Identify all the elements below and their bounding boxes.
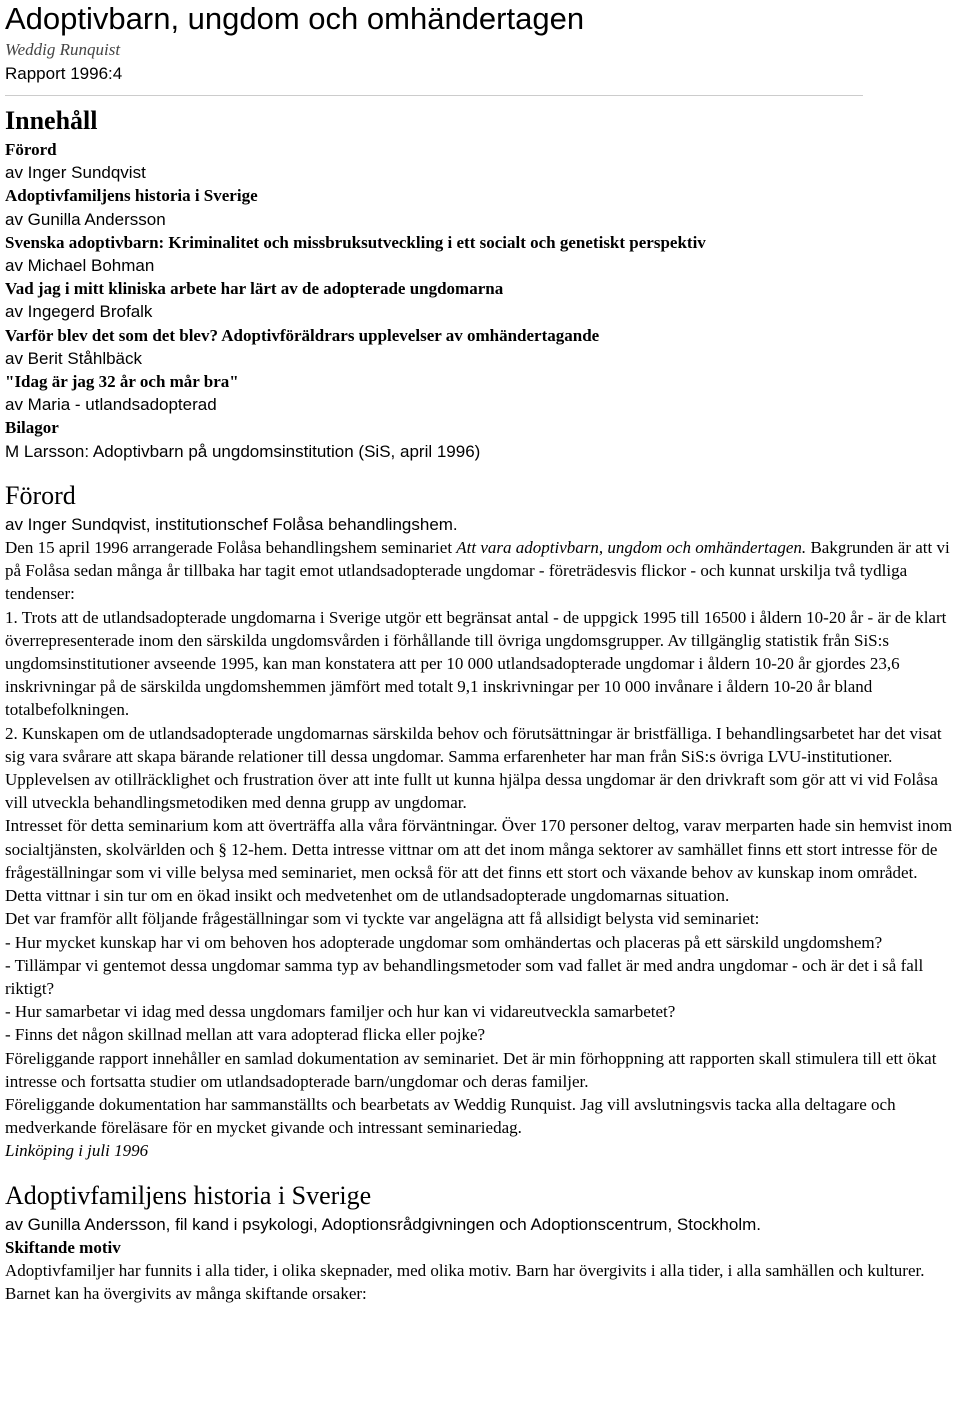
toc-item-author: av Berit Ståhlbäck (5, 348, 143, 368)
question-item: - Finns det någon skillnad mellan att vara adopterad flicka eller pojke? (5, 1025, 486, 1045)
paragraph: Föreliggande dokumentation har sammanställts och bearbetats av Weddig Runquist. Jag vill avslutningsvis tacka alla deltagare och medverkande föreläsare för en mycket givande och intressant seminariedag. (5, 1094, 896, 1138)
toc-item-title[interactable]: "Idag är jag 32 år och mår bra" (5, 372, 239, 392)
paragraph: Föreliggande rapport innehåller en samlad dokumentation av seminariet. Det är min förhoppning att rapporten skall stimulera till ett ökat intresse och fortsatta studier om utlandsadopterade barn/ungdomar och deras familjer. (5, 1048, 937, 1091)
seminar-title: Att vara adoptivbarn, ungdom och omhändertagen. (456, 538, 807, 558)
paragraph: 1. Trots att de utlandsadopterade ungdomarna i Sverige utgör ett begränsat antal - de uppgick 1995 till 16500 i åldern 10-20 år - är de klart överrepresenterade inom den särskilda ungdomsvården i förhållande till övriga ungdomsgrupper. Av tillgänglig statistik från SiS:s ungdomsinstitutioner avseende 1995, kan man konstatera att per 10 000 utlandsadopterade ungdomar i åldern 10-20 år gjordes 23,6 inskrivningar på de särskilda ungdomshemmen jämfört med totalt 9,1 inskrivningar per 10 000 invånare i åldern 10-20 år bland totalbefolkningen. (5, 607, 947, 720)
subheading: Skiftande motiv (5, 1237, 121, 1257)
toc-item-author: av Inger Sundqvist (5, 163, 146, 183)
question-item: - Hur samarbetar vi idag med dessa ungdomars familjer och hur kan vi vidareutveckla samarbetet? (5, 1002, 676, 1022)
toc-item-author: av Maria - utlandsadopterad (5, 395, 217, 415)
toc-item-title[interactable]: Adoptivfamiljens historia i Sverige (5, 186, 258, 206)
document-title: Adoptivbarn, ungdom och omhändertagen (5, 1, 585, 36)
toc-item-title[interactable]: Vad jag i mitt kliniska arbete har lärt av de adopterade ungdomarna (5, 279, 504, 299)
historia-byline: av Gunilla Andersson, fil kand i psykologi, Adoptionsrådgivningen och Adoptionscentrum, Stockholm. (5, 1214, 762, 1234)
section-heading-forord: Förord (5, 480, 76, 510)
paragraph: Adoptivfamiljer har funnits i alla tider, i olika skepnader, med olika motiv. Barn har övergivits i alla tider, i alla samhällen och kulturer. Barnet kan ha övergivits av många skiftande orsaker: (5, 1260, 925, 1304)
report-number: Rapport 1996:4 (5, 64, 123, 83)
section-heading-historia: Adoptivfamiljens historia i Sverige (5, 1180, 372, 1210)
toc-item-author: av Gunilla Andersson (5, 209, 166, 229)
horizontal-rule (5, 95, 863, 96)
toc-item-author: av Michael Bohman (5, 256, 155, 276)
toc-item-author: M Larsson: Adoptivbarn på ungdomsinstitution (SiS, april 1996) (5, 441, 481, 461)
question-item: - Hur mycket kunskap har vi om behoven hos adopterade ungdomar som omhändertas och placeras på ett särskild ungdomshem? (5, 932, 883, 952)
toc-item-author: av Ingegerd Brofalk (5, 302, 153, 322)
paragraph: Det var framför allt följande frågeställningar som vi tyckte var angelägna att få allsidigt belysta vid seminariet: (5, 909, 760, 929)
document-author: Weddig Runquist (5, 40, 121, 59)
toc-item-title[interactable]: Bilagor (5, 418, 59, 438)
paragraph-text: Den 15 april 1996 arrangerade Folåsa behandlingshem seminariet (5, 538, 457, 558)
paragraph: 2. Kunskapen om de utlandsadopterade ungdomarnas särskilda behov och förutsättningar är bristfälliga. I behandlingsarbetet har det visat sig vara svårare att skapa bärande relationer till dessa ungdomar. Samma erfarenheter har man från SiS:s övriga LVU-institutioner. Upplevelsen av otillräcklighet och frustration över att inte fullt ut kunna hjälpa dessa ungdomar är den drivkraft som gör att vi vid Folåsa vill utveckla behandlingsmetodiken med denna grupp av ungdomar. (5, 723, 942, 813)
forord-section (5, 513, 958, 1163)
toc-item-title[interactable]: Varför blev det som det blev? Adoptivföräldrars upplevelser av omhändertagande (5, 325, 600, 345)
historia-section (5, 1213, 958, 1306)
forord-byline: av Inger Sundqvist, institutionschef Folåsa behandlingshem. (5, 514, 458, 534)
question-item: - Tillämpar vi gentemot dessa ungdomar samma typ av behandlingsmetoder som vad fallet är med andra ungdomar - och är det i så fall riktigt? (5, 955, 924, 998)
paragraph: Intresset för detta seminarium kom att överträffa alla våra förväntningar. Över 170 personer deltog, varav merparten hade sin hemvist inom socialtjänsten, skolvärlden och § 12-hem. Detta intresse vittnar om att det inom många sektorer av samhället finns ett stort intresse för de frågeställningar som vi ville belysa med seminariet, men också för att det finns ett stort och växande behov av kunskap inom området. Detta vittnar i sin tur om en ökad insikt och medvetenhet om de utlandsadopterade ungdomarnas situation. (5, 816, 953, 906)
toc-heading: Innehåll (5, 106, 98, 135)
paragraph (5, 536, 958, 606)
signoff: Linköping i juli 1996 (5, 1141, 149, 1161)
toc-item-title[interactable]: Förord (5, 140, 57, 159)
table-of-contents (5, 138, 958, 463)
paragraph-text: Bakgrunden är att vi på Folåsa sedan många år tillbaka har tagit emot utlandsadopterade ungdomar - företrädesvis flickor - och kunnat urskilja två tydliga tendenser: (5, 538, 950, 604)
toc-item-title[interactable]: Svenska adoptivbarn: Kriminalitet och missbruksutveckling i ett socialt och genetiskt perspektiv (5, 232, 706, 252)
